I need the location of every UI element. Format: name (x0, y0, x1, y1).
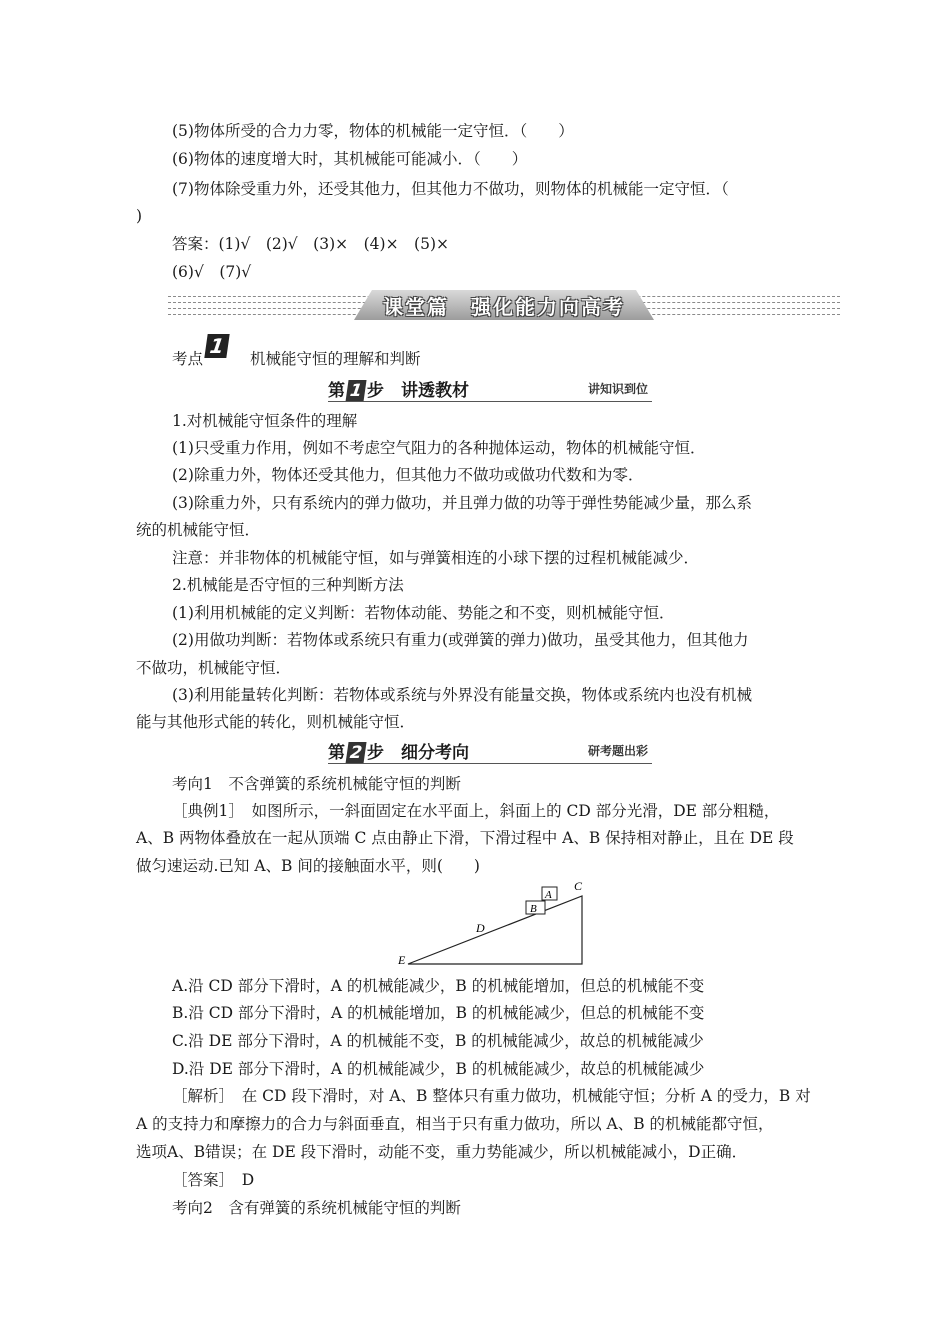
question-7: (7)物体除受重力外，还受其他力，但其他力不做功，则物体的机械能一定守恒．（ (172, 180, 729, 198)
kaoxiang-1-title: 考向1 不含弹簧的系统机械能守恒的判断 (172, 775, 461, 793)
option-a: A.沿 CD 部分下滑时，A 的机械能减少，B 的机械能增加，但总的机械能不变 (172, 977, 705, 995)
kaodian-number-badge: 1 (204, 334, 229, 358)
analysis-line-3: 选项A、B错误；在 DE 段下滑时，动能不变，重力势能减少，所以机械能减小，D正确． (136, 1143, 748, 1161)
step-1-number: 1 (345, 380, 366, 402)
step-2-tagline: 研考题出彩 (587, 744, 648, 758)
step-2-title: 步 细分考向 (367, 743, 469, 763)
paragraph: 能与其他形式能的转化，则机械能守恒． (136, 713, 416, 731)
example-line-2: A、B 两物体叠放在一起从顶端 C 点由静止下滑，下滑过程中 A、B 保持相对静止，且在 DE 段 (136, 829, 794, 847)
label-a: A (545, 889, 552, 901)
paragraph: 不做功，机械能守恒． (136, 659, 292, 677)
section-banner (168, 288, 840, 322)
step-2-header (328, 738, 652, 764)
analysis-line-2: A 的支持力和摩擦力的合力与斜面垂直，相当于只有重力做功，所以 A、B 的机械能都守恒， (136, 1115, 774, 1133)
option-b: B.沿 CD 部分下滑时，A 的机械能增加，B 的机械能减少，但总的机械能不变 (172, 1004, 705, 1022)
kaodian-title: 机械能守恒的理解和判断 (250, 350, 421, 368)
step-1-rule (328, 401, 652, 402)
option-c: C.沿 DE 部分下滑时，A 的机械能不变，B 的机械能减少，故总的机械能减少 (172, 1032, 704, 1050)
label-d: D (476, 921, 485, 935)
step-2-number: 2 (345, 742, 366, 764)
label-b: B (530, 903, 537, 915)
answer-line-1: 答案：(1)√ (2)√ (3)× (4)× (5)× (172, 235, 449, 253)
kaodian-label: 考点 (172, 350, 204, 368)
paragraph: 统的机械能守恒． (136, 521, 261, 539)
paragraph: (3)利用能量转化判断：若物体或系统与外界没有能量交换，物体或系统内也没有机械 (172, 686, 752, 704)
step-1-tagline: 讲知识到位 (587, 382, 648, 396)
example-line-3: 做匀速运动.已知 A、B 间的接触面水平，则( ) (136, 857, 480, 875)
question-6: (6)物体的速度增大时，其机械能可能减小．（ ） (172, 150, 528, 168)
paragraph: (1)利用机械能的定义判断：若物体动能、势能之和不变，则机械能守恒． (172, 604, 675, 622)
question-5: (5)物体所受的合力力零，物体的机械能一定守恒．（ ） (172, 122, 574, 140)
step-1-pre: 第 (328, 381, 345, 401)
example-line-1: ［典例1］ 如图所示，一斜面固定在水平面上，斜面上的 CD 部分光滑，DE 部分粗糙， (172, 802, 780, 820)
step-1-title: 步 讲透教材 (367, 381, 469, 401)
section-heading-1: 1.对机械能守恒条件的理解 (172, 412, 358, 430)
answer: ［答案］ D (172, 1171, 255, 1189)
question-7-tail: ) (136, 207, 143, 225)
section-heading-2: 2.机械能是否守恒的三种判断方法 (172, 576, 404, 594)
step-2-pre: 第 (328, 743, 345, 763)
paragraph: (2)用做功判断：若物体或系统只有重力(或弹簧的弹力)做功，虽受其他力，但其他力 (172, 631, 749, 649)
kaoxiang-2-title: 考向2 含有弹簧的系统机械能守恒的判断 (172, 1199, 461, 1217)
banner-title: 课堂篇 强化能力向高考 (383, 295, 625, 319)
paragraph: (3)除重力外，只有系统内的弹力做功，并且弹力做的功等于弹性势能减少量，那么系 (172, 494, 752, 512)
step-1-header (328, 376, 652, 402)
step-2-rule (328, 763, 652, 764)
label-e: E (398, 953, 406, 967)
paragraph: (1)只受重力作用，例如不考虑空气阻力的各种抛体运动，物体的机械能守恒． (172, 439, 706, 457)
analysis-line-1: ［解析］ 在 CD 段下滑时，对 A、B 整体只有重力做功，机械能守恒；分析 A 的受力，B 对 (172, 1087, 811, 1105)
answer-line-2: (6)√ (7)√ (172, 263, 252, 281)
note: 注意：并非物体的机械能守恒，如与弹簧相连的小球下摆的过程机械能减少． (172, 549, 700, 567)
option-d: D.沿 DE 部分下滑时，A 的机械能减少，B 的机械能减少，故总的机械能减少 (172, 1060, 705, 1078)
label-c: C (574, 879, 583, 893)
incline-figure (396, 878, 596, 970)
paragraph: (2)除重力外，物体还受其他力，但其他力不做功或做功代数和为零． (172, 466, 644, 484)
incline-triangle (408, 896, 582, 964)
